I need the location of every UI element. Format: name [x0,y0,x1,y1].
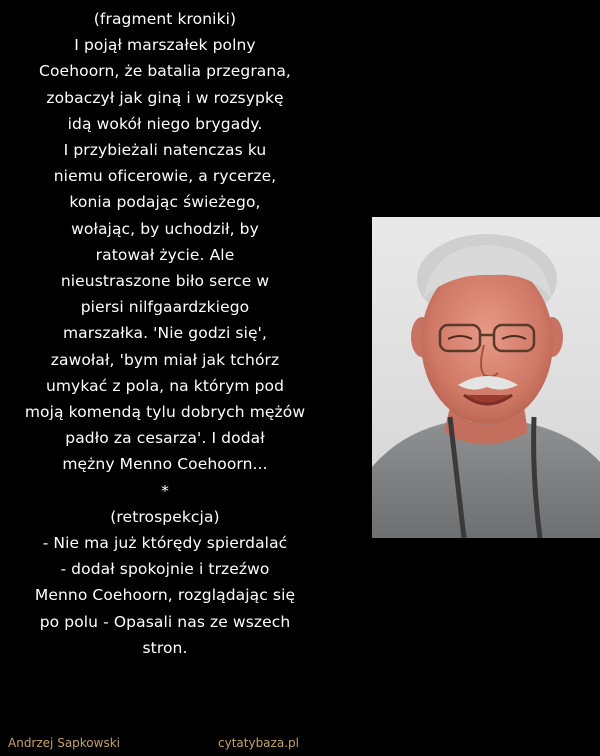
quote-line: mężny Menno Coehoorn... [62,455,268,474]
quote-line: niemu oficerowie, a rycerze, [53,167,277,186]
quote-line: (retrospekcja) [110,507,220,526]
quote-line: padło za cesarza'. I dodał [65,429,265,448]
quote-line: - dodał spokojnie i trzeźwo [60,560,270,579]
quote-text [0,6,330,661]
quote-line: Coehoorn, że batalia przegrana, [39,62,291,81]
quote-line: idą wokół niego brygady. [67,114,263,133]
quote-line: * [161,481,169,500]
quote-line: I przybieżali natenczas ku [63,141,267,160]
quote-line: ratował życie. Ale [95,245,235,264]
quote-line: umykać z pola, na którym pod [45,376,285,395]
quote-line: wołając, by uchodził, by [71,219,259,238]
quote-line: zobaczył jak giną i w rozsypkę [46,88,284,107]
quote-line: - Nie ma już którędy spierdalać [42,534,288,553]
quote-line: konia podając świeżego, [69,193,261,212]
quote-line: nieustraszone biło serce w [60,272,270,291]
quote-line: piersi nilfgaardzkiego [80,298,250,317]
quote-line: stron. [142,638,188,657]
quote-line: marszałka. 'Nie godzi się', [62,324,268,343]
author-name: Andrzej Sapkowski [8,736,120,750]
quote-line: (fragment kroniki) [93,10,237,28]
author-photo [372,217,600,538]
quote-line: Menno Coehoorn, rozglądając się [34,586,296,605]
quote-line: po polu - Opasali nas ze wszech [39,612,291,631]
site-link[interactable]: cytatybaza.pl [218,736,299,750]
quote-line: I pojął marszałek polny [74,36,256,55]
quote-line: zawołał, 'bym miał jak tchórz [50,350,280,369]
quote-line: moją komendą tylu dobrych mężów [24,403,306,422]
